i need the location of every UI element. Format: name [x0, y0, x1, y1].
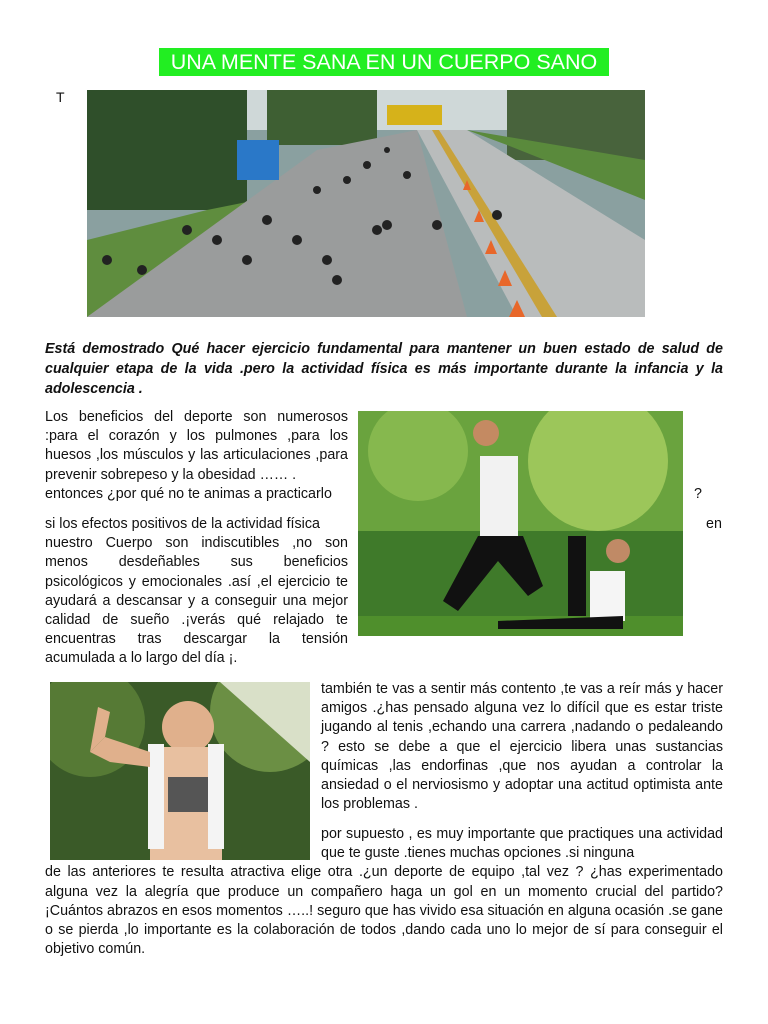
effects-line: si los efectos positivos de la actividad física: [45, 516, 320, 532]
page-title: UNA MENTE SANA EN UN CUERPO SANO: [159, 48, 609, 76]
cyclists-photo: [87, 90, 645, 317]
effects-rest: nuestro Cuerpo son indiscutibles ,no son menos desdeñables sus beneficios psicológicos y emocionales .así ,el ejercicio te ayudará a descansar y a conseguir una mejor calidad de sueño .¡verás qué relajado te encuentras tras descargar la tensión acumulada a lo largo del día ¡.: [45, 535, 348, 667]
stray-letter: T: [56, 89, 65, 105]
choose-paragraph: [45, 825, 723, 959]
happy-paragraph: también te vas a sentir más contento ,te vas a reír más y hacer amigos .¿has pensado alguna vez lo difícil que es estar triste jugando al tenis ,echando una carrera ,nadando o pedaleando ? esto se debe a que el ejercicio libera unas sustancias químicas ,las endorfinas ,que nos ayudan a controlar la ansiedad o el nerviosismo y adoptar una actitud optimista ante los problemas .: [321, 681, 723, 813]
effects-paragraph: [45, 515, 348, 669]
effects-en: en: [706, 516, 722, 532]
benefits-paragraph: Los beneficios del deporte son numerosos :para el corazón y los pulmones ,para los huesos ,los músculos y las articulaciones ,para prevenir sobrepeso y la obesidad …… .: [45, 409, 348, 483]
choose-rest: de las anteriores te resulta atractiva elige otra .¿un deporte de equipo ,tal vez ? ¿has experimentado alguna vez la alegría que produce un compañero haga un gol en un momento crucial del partido? ¡Cuántos abrazos en esos momentos …..! seguro que has vivido esa situación en alguna ocasión .se gane o se pierda ,lo importante es la colaboración de todos ,dando cada uno lo mejor de sí para conseguir el objetivo común.: [45, 864, 723, 958]
choose-lead: por supuesto , es muy importante que practiques una actividad que te guste .tienes muchas opciones .si ninguna: [321, 826, 723, 862]
question-mark: ?: [694, 486, 702, 502]
question-line: entonces ¿por qué no te animas a practicarlo: [45, 486, 332, 502]
intro-paragraph: Está demostrado Qué hacer ejercicio fundamental para mantener un buen estado de salud de cualquier etapa de la vida .pero la actividad física es más importante durante la infancia y la adolescencia .: [45, 341, 723, 397]
stretching-photo: [358, 411, 683, 636]
